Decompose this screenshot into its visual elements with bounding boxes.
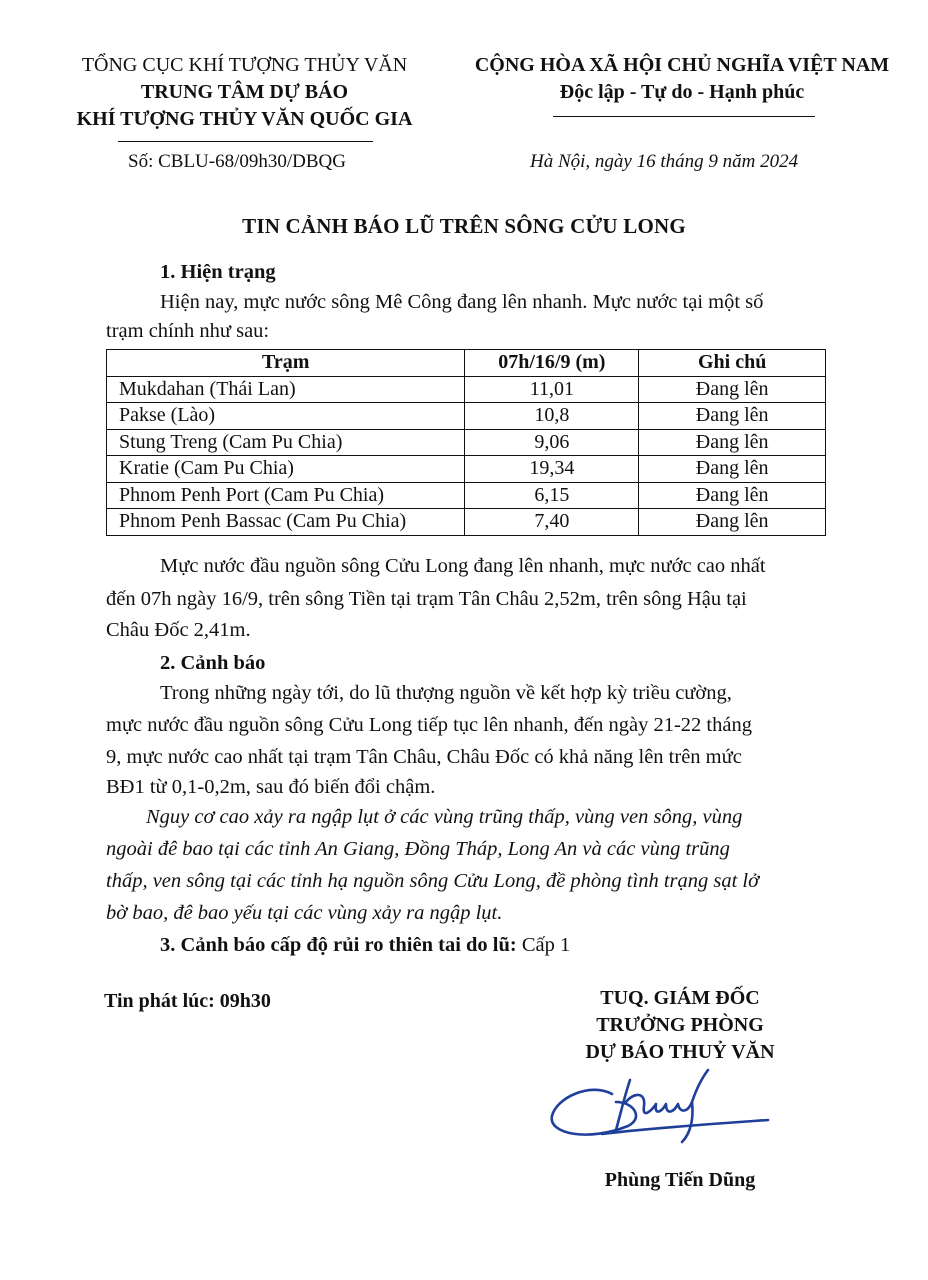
section-2-line-2: mực nước đầu nguồn sông Cửu Long tiếp tục lên nhanh, đến ngày 21-22 tháng: [106, 714, 752, 736]
note-cell: Đang lên: [639, 456, 826, 483]
signature-title-2: TRƯỞNG PHÒNG: [596, 1014, 764, 1036]
signer-name: Phùng Tiến Dũng: [604, 1169, 756, 1191]
table-header-row: [107, 350, 826, 377]
table-row: [107, 509, 826, 536]
level-cell: 6,15: [465, 482, 639, 509]
column-header-note: Ghi chú: [639, 350, 826, 377]
document-date: Hà Nội, ngày 16 tháng 9 năm 2024: [530, 151, 799, 172]
section-2-line-3: 9, mực nước cao nhất tại trạm Tân Châu, Châu Đốc có khả năng lên trên mức: [106, 746, 742, 768]
agency-line-2: TRUNG TÂM DỰ BÁO: [140, 81, 349, 103]
note-cell: Đang lên: [639, 509, 826, 536]
note-cell: Đang lên: [639, 429, 826, 456]
station-cell: Phnom Penh Bassac (Cam Pu Chia): [107, 509, 465, 536]
risk-warning-line-4: bờ bao, đê bao yếu tại các vùng xảy ra ngập lụt.: [106, 902, 503, 924]
national-motto: [462, 52, 902, 106]
signature-block: [500, 985, 860, 1066]
level-cell: 10,8: [465, 403, 639, 430]
level-cell: 9,06: [465, 429, 639, 456]
column-header-station: Trạm: [107, 350, 465, 377]
column-header-level: 07h/16/9 (m): [465, 350, 639, 377]
risk-level-value: Cấp 1: [521, 934, 571, 956]
section-1-heading: 1. Hiện trạng: [160, 261, 276, 283]
level-cell: 7,40: [465, 509, 639, 536]
nation-line-2: Độc lập - Tự do - Hạnh phúc: [559, 81, 805, 103]
agency-underline: [118, 141, 373, 142]
handwritten-signature: [542, 1062, 772, 1152]
document-title: TIN CẢNH BÁO LŨ TRÊN SÔNG CỬU LONG: [242, 214, 686, 238]
station-cell: Phnom Penh Port (Cam Pu Chia): [107, 482, 465, 509]
section-1-after-line-3: Châu Đốc 2,41m.: [106, 619, 251, 641]
agency-line-1: TỔNG CỤC KHÍ TƯỢNG THỦY VĂN: [81, 54, 408, 76]
document-reference: Số: CBLU-68/09h30/DBQG: [128, 151, 346, 172]
issue-time: Tin phát lúc: 09h30: [104, 990, 271, 1012]
section-2-line-1: Trong những ngày tới, do lũ thượng nguồn về kết hợp kỳ triều cường,: [160, 682, 732, 704]
section-1-after-line-1: Mực nước đầu nguồn sông Cửu Long đang lên nhanh, mực nước cao nhất: [160, 555, 766, 577]
risk-warning-line-1: Nguy cơ cao xảy ra ngập lụt ở các vùng trũng thấp, vùng ven sông, vùng: [146, 806, 743, 828]
level-cell: 19,34: [465, 456, 639, 483]
table-row: [107, 403, 826, 430]
motto-underline: [553, 116, 815, 117]
signature-title-3: DỰ BÁO THUỶ VĂN: [585, 1041, 775, 1063]
note-cell: Đang lên: [639, 376, 826, 403]
note-cell: Đang lên: [639, 482, 826, 509]
nation-line-1: CỘNG HÒA XÃ HỘI CHỦ NGHĨA VIỆT NAM: [474, 54, 890, 76]
station-cell: Stung Treng (Cam Pu Chia): [107, 429, 465, 456]
section-1-intro-line-2: trạm chính như sau:: [106, 320, 270, 342]
table-row: [107, 429, 826, 456]
section-3-heading: 3. Cảnh báo cấp độ rủi ro thiên tai do lũ:: [160, 934, 517, 956]
section-1-intro-line-1: Hiện nay, mực nước sông Mê Công đang lên nhanh. Mực nước tại một số: [160, 291, 764, 313]
table-row: [107, 482, 826, 509]
station-cell: Mukdahan (Thái Lan): [107, 376, 465, 403]
section-3: [160, 929, 570, 961]
section-2-line-4: BĐ1 từ 0,1-0,2m, sau đó biến đổi chậm.: [106, 776, 436, 798]
station-cell: Kratie (Cam Pu Chia): [107, 456, 465, 483]
note-cell: Đang lên: [639, 403, 826, 430]
signature-title-1: TUQ. GIÁM ĐỐC: [600, 987, 760, 1009]
table-row: [107, 456, 826, 483]
risk-warning-line-3: thấp, ven sông tại các tỉnh hạ nguồn sông Cửu Long, đề phòng tình trạng sạt lở: [106, 870, 760, 892]
level-cell: 11,01: [465, 376, 639, 403]
section-2-heading: 2. Cảnh báo: [160, 652, 266, 674]
agency-line-3: KHÍ TƯỢNG THỦY VĂN QUỐC GIA: [76, 108, 413, 130]
water-level-table: [106, 349, 826, 536]
table-row: [107, 376, 826, 403]
risk-warning-line-2: ngoài đê bao tại các tỉnh An Giang, Đồng Tháp, Long An và các vùng trũng: [106, 838, 730, 860]
station-cell: Pakse (Lào): [107, 403, 465, 430]
issuing-agency: [52, 52, 437, 133]
section-1-after-line-2: đến 07h ngày 16/9, trên sông Tiền tại trạm Tân Châu 2,52m, trên sông Hậu tại: [106, 588, 747, 610]
